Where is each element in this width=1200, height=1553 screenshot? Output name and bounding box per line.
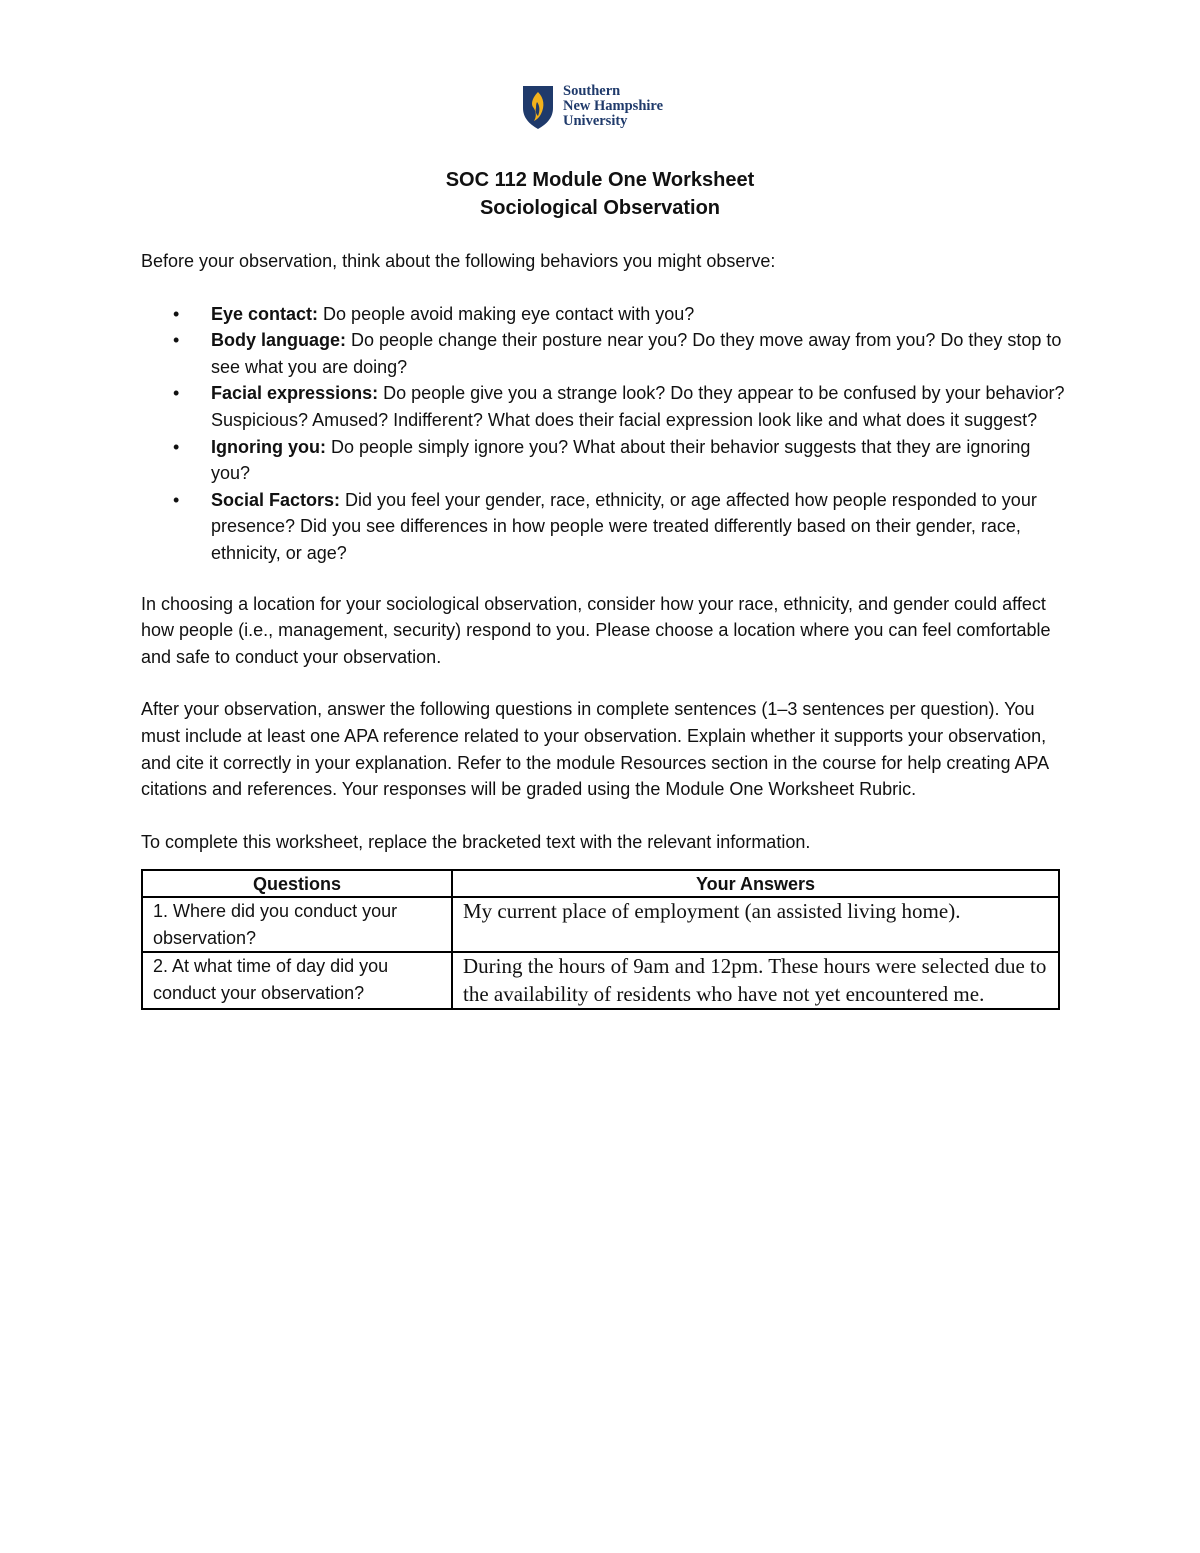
completion-instructions: To complete this worksheet, replace the bracketed text with the relevant information. bbox=[141, 831, 811, 852]
snhu-shield-icon bbox=[521, 84, 555, 130]
logo-wordmark bbox=[563, 84, 663, 129]
list-item bbox=[141, 327, 1066, 380]
behavior-text: Did you feel your gender, race, ethnicity, or age affected how people responded to your presence? Did you see differences in how people were treated differently based on their gender, race, ethnicity, or age? bbox=[211, 489, 1037, 563]
answer-cell[interactable]: During the hours of 9am and 12pm. These hours were selected due to the availability of residents who have not yet encountered me. bbox=[452, 952, 1059, 1009]
behavior-term: Facial expressions: bbox=[211, 383, 379, 404]
answer-cell[interactable]: My current place of employment (an assisted living home). bbox=[452, 897, 1059, 952]
bullet-icon: • bbox=[173, 303, 180, 324]
table-header-row bbox=[142, 870, 1059, 897]
title-block bbox=[0, 166, 1200, 222]
behavior-text: Do people change their posture near you? Do they move away from you? Do they stop to see what you are doing? bbox=[211, 330, 1062, 377]
bullet-icon: • bbox=[173, 436, 180, 457]
behavior-term: Body language: bbox=[211, 330, 347, 351]
questions-header: Questions bbox=[142, 870, 452, 897]
bullet-icon: • bbox=[173, 489, 180, 510]
behavior-text: Do people simply ignore you? What about their behavior suggests that they are ignoring you? bbox=[211, 436, 1031, 484]
list-item bbox=[141, 301, 1066, 328]
page-title: SOC 112 Module One Worksheet bbox=[445, 169, 755, 191]
question-cell: 1. Where did you conduct your observation? bbox=[142, 897, 452, 952]
behavior-text: Do people give you a strange look? Do they appear to be confused by your behavior? Suspicious? Amused? Indifferent? What does their facial expression look like and what does it suggest? bbox=[211, 383, 1065, 430]
list-item bbox=[141, 434, 1066, 487]
location-paragraph: In choosing a location for your sociological observation, consider how your race, ethnicity, and gender could affect how people (i.e., management, security) respond to you. Please choose a location where you can feel comfortable and safe to conduct your observation. bbox=[141, 593, 1051, 667]
intro-paragraph: Before your observation, think about the following behaviors you might observe: bbox=[141, 251, 776, 271]
behavior-term: Ignoring you: bbox=[211, 436, 326, 457]
behavior-text: Do people avoid making eye contact with you? bbox=[318, 303, 695, 324]
question-cell: 2. At what time of day did you conduct your observation? bbox=[142, 952, 452, 1009]
behavior-list bbox=[141, 301, 1066, 567]
table-row bbox=[142, 897, 1059, 952]
behavior-term: Social Factors: bbox=[211, 489, 341, 510]
table-row bbox=[142, 952, 1059, 1009]
university-logo bbox=[521, 84, 691, 134]
logo-line-2: New Hampshire bbox=[563, 98, 664, 114]
logo-line-3: University bbox=[563, 113, 628, 129]
behavior-term: Eye contact: bbox=[211, 303, 319, 324]
after-observation-paragraph: After your observation, answer the following questions in complete sentences (1–3 sentences per question). You must include at least one APA reference related to your observation. Explain whether it supports your observation, and cite it correctly in your explanation. Refer to the module Resources section in the course for help creating APA citations and references. Your responses will be graded using the Module One Worksheet Rubric. bbox=[141, 699, 1049, 800]
bullet-icon: • bbox=[173, 330, 180, 351]
qa-table bbox=[141, 869, 1060, 1010]
page-subtitle: Sociological Observation bbox=[479, 197, 721, 219]
logo-line-1: Southern bbox=[563, 83, 621, 99]
document-body bbox=[141, 248, 1066, 1010]
list-item bbox=[141, 380, 1066, 433]
list-item bbox=[141, 487, 1066, 567]
bullet-icon: • bbox=[173, 383, 180, 404]
answers-header: Your Answers bbox=[452, 870, 1059, 897]
